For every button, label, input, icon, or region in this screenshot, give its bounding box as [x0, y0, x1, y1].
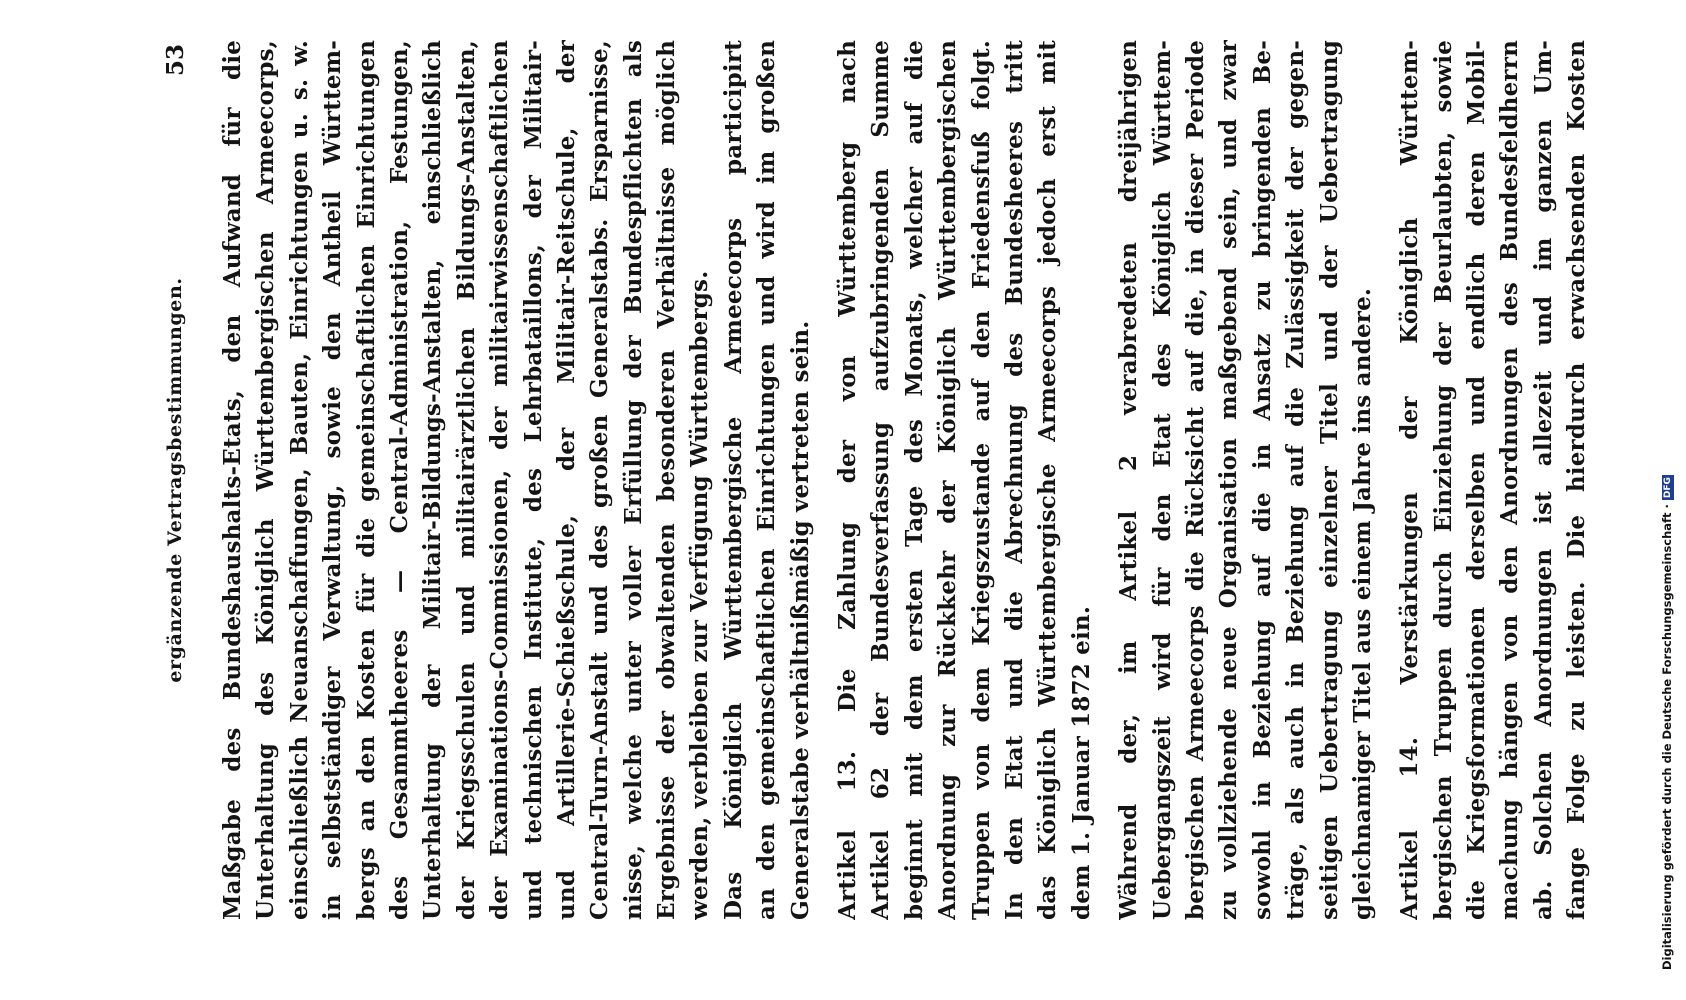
text-line: Unterhaltung des Königlich Württembergischen Armeecorps, — [252, 40, 280, 920]
paragraph-gap — [1098, 40, 1112, 920]
text-line: in selbstständiger Verwaltung, sowie den Antheil Württem- — [319, 40, 347, 920]
running-head — [160, 40, 208, 920]
text-line: der Examinations-Commissionen, der militairwissenschaftlichen — [486, 40, 514, 920]
text-line: das Königlich Württembergische Armeecorps jedoch erst mit — [1034, 40, 1062, 920]
text-line: bergischen Armeecorps die Rücksicht auf die, in dieser Periode — [1181, 40, 1209, 920]
text-line: träge, als auch in Beziehung auf die Zulässigkeit der gegen- — [1282, 40, 1310, 920]
text-line: einschließlich Neuanschaffungen, Bauten, Einrichtungen u. s. w. — [285, 40, 313, 920]
text-line: Während der, im Artikel 2 verabredeten dreijährigen — [1115, 40, 1143, 920]
text-line: machung hängen von den Anordnungen des Bundesfeldherrn — [1496, 40, 1524, 920]
text-line: an den gemeinschaftlichen Einrichtungen und wird im großen — [753, 40, 781, 920]
text-line: dem 1. Januar 1872 ein. — [1067, 605, 1095, 920]
text-line: seitigen Uebertragung einzelner Titel und der Uebertragung — [1315, 40, 1343, 920]
text-line: der Kriegsschulen und militairärztlichen Bildungs-Anstalten, — [452, 40, 480, 920]
rotated-page-content — [160, 40, 1591, 920]
text-line: Ergebnisse der obwaltenden besonderen Verhältnisse möglich — [653, 40, 681, 920]
paragraph-gap — [817, 40, 831, 920]
text-line: des Gesammtheeres — Central-Administration, Festungen, — [385, 40, 413, 920]
digitization-credit — [1660, 470, 1674, 970]
body-text — [216, 40, 1594, 920]
running-title: ergänzende Vertragsbestimmungen. — [164, 277, 186, 683]
page-number: 53 — [162, 44, 189, 77]
text-line: Uebergangszeit wird für den Etat des Königlich Württem- — [1148, 40, 1176, 920]
text-line: Artikel 14. Verstärkungen der Königlich Württem- — [1396, 40, 1424, 920]
text-line: und technischen Institute, des Lehrbataillons, der Militair- — [519, 40, 547, 920]
text-line: In den Etat und die Abrechnung des Bundesheeres tritt — [1000, 40, 1028, 920]
text-line: Unterhaltung der Militair-Bildungs-Anstalten, einschließlich — [419, 40, 447, 920]
text-line: bergischen Truppen durch Einziehung der Beurlaubten, sowie — [1429, 40, 1457, 920]
text-line: Das Königlich Württembergische Armeecorps participirt — [719, 40, 747, 920]
text-line: ab. Solchen Anordnungen ist allezeit und im ganzen Um- — [1529, 40, 1557, 920]
paragraph-gap — [1379, 40, 1393, 920]
text-line: Central-Turn-Anstalt und des großen Generalstabs. Ersparnisse, — [586, 40, 614, 920]
text-line: Maßgabe des Bundeshaushalts-Etats, den Aufwand für die — [219, 40, 246, 920]
text-line: Truppen von dem Kriegszustande auf den Friedensfuß folgt. — [967, 40, 995, 920]
text-line: werden, verbleiben zur Verfügung Württembergs. — [686, 270, 714, 920]
text-line: gleichnamiger Titel aus einem Jahre ins andere. — [1348, 287, 1376, 920]
text-line: zu vollziehende neue Organisation maßgebend sein, und zwar — [1215, 40, 1243, 920]
text-line: Artikel 13. Die Zahlung der von Württemberg nach — [834, 40, 862, 920]
text-line: nisse, welche unter voller Erfüllung der Bundespflichten als — [619, 40, 647, 920]
text-line: die Kriegsformationen derselben und endlich deren Mobil- — [1463, 40, 1491, 920]
text-line: fange Folge zu leisten. Die hierdurch erwachsenden Kosten — [1563, 40, 1591, 920]
text-line: Anordnung zur Rückkehr der Königlich Württembergischen — [934, 40, 962, 920]
text-line: bergs an den Kosten für die gemeinschaftlichen Einrichtungen — [352, 40, 380, 920]
text-line: und Artillerie-Schießschule, der Militair-Reitschule, der — [552, 40, 580, 920]
digitization-credit-text: Digitalisierung gefördert durch die Deutsche Forschungsgemeinschaft · — [1660, 504, 1674, 970]
text-line: Artikel 62 der Bundesverfassung aufzubringenden Summe — [867, 40, 895, 920]
dfg-logo-badge: DFG — [1662, 477, 1673, 499]
text-line: sowohl in Beziehung auf die in Ansatz zu bringenden Be- — [1248, 40, 1276, 920]
text-line: beginnt mit dem ersten Tage des Monats, welcher auf die — [900, 40, 928, 920]
text-line: Generalstabe verhältnißmäßig vertreten sein. — [786, 320, 814, 920]
